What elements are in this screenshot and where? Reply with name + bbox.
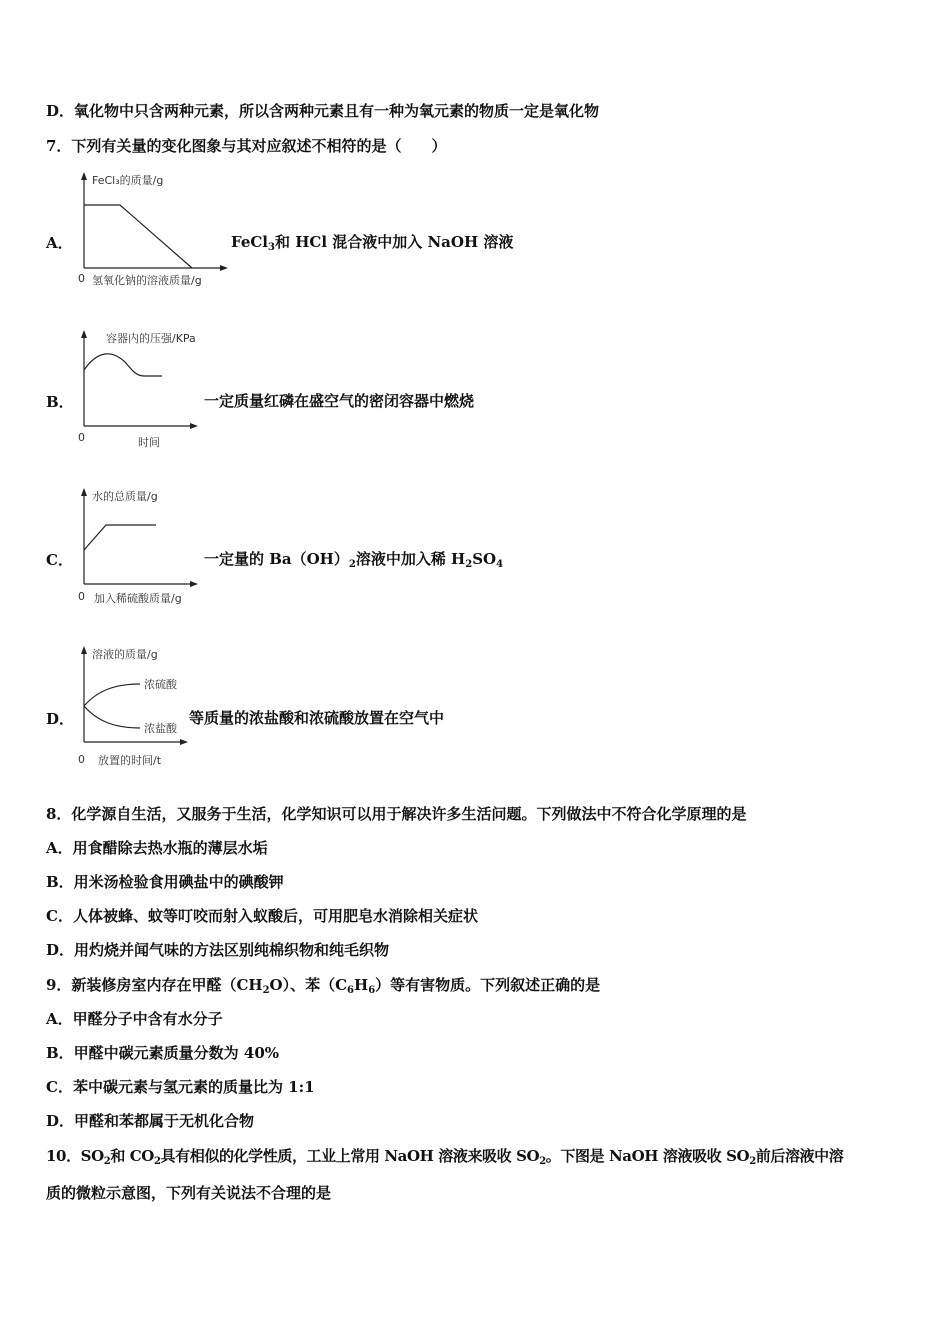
sulfuric-acid-curve xyxy=(84,684,140,706)
origin-label: 0 xyxy=(78,272,85,285)
q7-option-a-desc: FeCl$_3$和 HCl 混合液中加入 NaOH 溶液 xyxy=(231,233,514,253)
y-axis-arrow xyxy=(81,488,87,496)
q8-option-c: C．人体被蜂、蚊等叮咬而射入蚁酸后，可用肥皂水消除相关症状 xyxy=(46,907,478,925)
q6-option-d: D．氧化物中只含两种元素，所以含两种元素且有一种为氧元素的物质一定是氧化物 xyxy=(46,102,600,120)
y-axis-label: 溶液的质量/g xyxy=(92,648,158,661)
y-axis-arrow xyxy=(81,172,87,180)
x-axis-arrow xyxy=(220,265,228,271)
x-axis-label: 氢氧化钠的溶液质量/g xyxy=(92,274,202,287)
origin-label: 0 xyxy=(78,753,85,766)
q7-option-a-letter: A． xyxy=(46,234,73,252)
q9-option-a: A．甲醛分子中含有水分子 xyxy=(46,1010,223,1028)
q8-option-d: D．用灼烧并闻气味的方法区别纯棉织物和纯毛织物 xyxy=(46,941,390,959)
q7-option-d-desc: 等质量的浓盐酸和浓硫酸放置在空气中 xyxy=(189,709,445,727)
hydrochloric-acid-curve xyxy=(84,706,140,728)
x-axis-label: 加入稀硫酸质量/g xyxy=(94,592,182,605)
fecl3-curve xyxy=(84,205,192,268)
origin-label: 0 xyxy=(78,431,85,444)
q9-option-d: D．甲醛和苯都属于无机化合物 xyxy=(46,1112,255,1130)
q7-option-c-letter: C． xyxy=(46,551,73,569)
y-axis-arrow xyxy=(81,330,87,338)
q7-option-b-desc: 一定质量红磷在盛空气的密闭容器中燃烧 xyxy=(204,392,475,410)
sulfuric-acid-label: 浓硫酸 xyxy=(144,678,177,691)
q8-option-a: A．用食醋除去热水瓶的薄层水垢 xyxy=(46,839,268,857)
origin-label: 0 xyxy=(78,590,85,603)
pressure-curve xyxy=(84,354,162,376)
q9-option-b: B．甲醛中碳元素质量分数为 40% xyxy=(46,1044,280,1062)
q7-stem: 7．下列有关量的变化图象与其对应叙述不相符的是（ ） xyxy=(46,137,447,155)
q7-option-d-letter: D． xyxy=(46,710,75,728)
x-axis-label: 放置的时间/t xyxy=(98,754,162,767)
x-axis-arrow xyxy=(190,423,198,429)
y-axis-label: 容器内的压强/KPa xyxy=(106,332,196,345)
q7-option-b-letter: B． xyxy=(46,393,74,411)
q7-graph-a xyxy=(70,170,230,292)
q9-stem: 9．新装修房室内存在甲醛$(CH_2O)$、苯$(C_6H_6)$等有害物质。下列叙述正确的是 xyxy=(46,976,601,996)
x-axis-arrow xyxy=(190,581,198,587)
water-mass-curve xyxy=(84,525,156,550)
q10-stem-line1: 10．$SO_2$和 $CO_2$具有相似的化学性质，工业上常用 NaOH 溶液来吸收 $SO_2$。下图是 NaOH 溶液吸收 $SO_2$前后溶液中溶 xyxy=(46,1147,844,1167)
y-axis-label: FeCl₃的质量/g xyxy=(92,174,164,187)
x-axis-label: 时间 xyxy=(138,436,160,449)
q9-option-c: C．苯中碳元素与氢元素的质量比为 1:1 xyxy=(46,1078,315,1096)
q10-stem-line2: 质的微粒示意图，下列有关说法不合理的是 xyxy=(46,1184,332,1202)
y-axis-label: 水的总质量/g xyxy=(92,490,158,503)
q8-stem: 8．化学源自生活，又服务于生活，化学知识可以用于解决许多生活问题。下列做法中不符合化学原理的是 xyxy=(46,805,747,823)
x-axis-arrow xyxy=(180,739,188,745)
y-axis-arrow xyxy=(81,646,87,654)
hydrochloric-acid-label: 浓盐酸 xyxy=(144,722,177,735)
q7-option-c-desc: 一定量的 $Ba(OH)_2$溶液中加入稀 $H_2SO_4$ xyxy=(204,550,504,570)
q8-option-b: B．用米汤检验食用碘盐中的碘酸钾 xyxy=(46,873,284,891)
